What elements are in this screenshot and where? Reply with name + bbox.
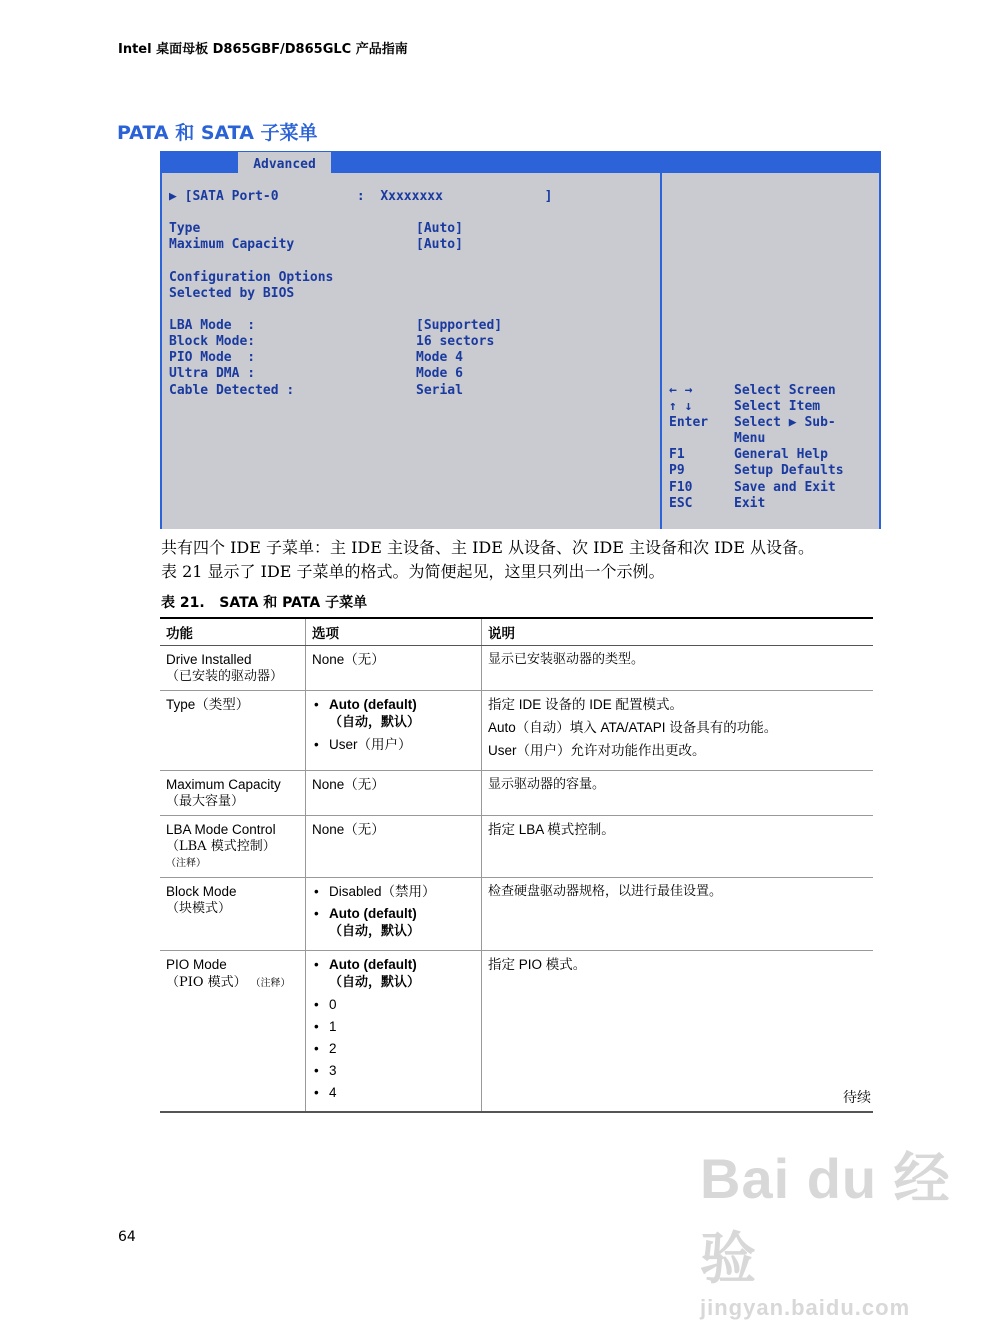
row-options bbox=[306, 691, 482, 771]
continued-label: 待续 bbox=[843, 1090, 871, 1106]
row-function bbox=[160, 771, 306, 816]
option-text: Auto (default) bbox=[329, 957, 417, 972]
help-key-f1: F1 bbox=[669, 447, 685, 462]
row-options bbox=[306, 816, 482, 878]
paragraph-2: 表 21 显示了 IDE 子菜单的格式。为简便起见，这里只列出一个示例。 bbox=[161, 562, 665, 581]
option-item bbox=[312, 956, 475, 991]
row-description bbox=[482, 878, 874, 951]
watermark bbox=[700, 1135, 989, 1321]
table-header-row bbox=[160, 618, 873, 646]
row-function bbox=[160, 691, 306, 771]
bios-value-cable: Serial bbox=[416, 383, 463, 398]
help-desc-select-item: Select Item bbox=[734, 399, 821, 414]
function-name: Maximum Capacity bbox=[166, 777, 281, 792]
function-name-cn: （已安装的驱动器） bbox=[166, 669, 284, 684]
option-text: Disabled（禁用） bbox=[329, 884, 436, 899]
bios-value-pio: Mode 4 bbox=[416, 350, 463, 365]
option-text-cn: （自动，默认） bbox=[329, 975, 421, 990]
function-name-cn: （LBA 模式控制） bbox=[166, 839, 276, 854]
help-desc-select-screen: Select Screen bbox=[734, 383, 836, 398]
bios-label-type[interactable]: Type bbox=[169, 221, 201, 236]
page-header: Intel 桌面母板 D865GBF/D865GLC 产品指南 bbox=[118, 42, 408, 57]
row-options bbox=[306, 878, 482, 951]
bios-label-max-capacity[interactable]: Maximum Capacity bbox=[169, 237, 295, 252]
help-desc-select-submenu: Select ▶ Sub- bbox=[734, 415, 836, 430]
bios-label-pio: PIO Mode : bbox=[169, 350, 256, 365]
description-text: 显示驱动器的容量。 bbox=[488, 777, 606, 792]
paragraph-1: 共有四个 IDE 子菜单：主 IDE 主设备、主 IDE 从设备、次 IDE 主设备和次 IDE 从设备。 bbox=[161, 538, 815, 557]
row-options bbox=[306, 951, 482, 1113]
function-name-cn: （最大容量） bbox=[166, 794, 245, 809]
bios-border-right bbox=[879, 151, 881, 529]
option-item bbox=[312, 1040, 475, 1057]
tab-advanced[interactable]: Advanced bbox=[238, 152, 331, 173]
section-title: PATA 和 SATA 子菜单 bbox=[117, 122, 318, 144]
option-text: Auto (default) bbox=[329, 697, 417, 712]
help-desc-setup-defaults: Setup Defaults bbox=[734, 463, 844, 478]
bios-label-cable: Cable Detected : bbox=[169, 383, 295, 398]
bios-config-line1: Configuration Options bbox=[169, 270, 334, 285]
bios-divider bbox=[660, 173, 662, 529]
option-text: 0 bbox=[329, 997, 337, 1012]
row-description bbox=[482, 646, 874, 691]
description-text: Auto（自动）填入 ATA/ATAPI 设备具有的功能。 bbox=[488, 720, 778, 735]
option-text: 3 bbox=[329, 1063, 337, 1078]
help-key-p9: P9 bbox=[669, 463, 685, 478]
row-description bbox=[482, 691, 874, 771]
bios-config-line2: Selected by BIOS bbox=[169, 286, 295, 301]
option-text: 1 bbox=[329, 1019, 337, 1034]
header-description: 说明 bbox=[482, 618, 874, 646]
option-item bbox=[312, 1084, 475, 1101]
option-text: None（无） bbox=[312, 652, 385, 667]
row-description bbox=[482, 816, 874, 878]
function-name: LBA Mode Control bbox=[166, 822, 276, 837]
option-text-cn: （自动，默认） bbox=[329, 715, 421, 730]
bios-value-udma: Mode 6 bbox=[416, 366, 463, 381]
description-text: 检查硬盘驱动器规格，以进行最佳设置。 bbox=[488, 884, 723, 899]
option-item bbox=[312, 696, 475, 731]
description-text: 显示已安装驱动器的类型。 bbox=[488, 652, 645, 667]
watermark-logo: Bai du 经验 bbox=[700, 1147, 951, 1290]
function-name: Block Mode bbox=[166, 884, 237, 899]
help-key-enter: Enter bbox=[669, 415, 709, 430]
watermark-url: jingyan.baidu.com bbox=[700, 1295, 911, 1320]
option-item bbox=[312, 1018, 475, 1035]
table-row bbox=[160, 951, 873, 1113]
option-text: None（无） bbox=[312, 777, 385, 792]
page-number: 64 bbox=[118, 1229, 136, 1245]
function-name: Type（类型） bbox=[166, 697, 250, 712]
footnote-mark: （注释） bbox=[166, 858, 206, 869]
option-item bbox=[312, 883, 475, 900]
row-function bbox=[160, 646, 306, 691]
description-text: 指定 IDE 设备的 IDE 配置模式。 bbox=[488, 697, 684, 712]
description-text: User（用户）允许对功能作出更改。 bbox=[488, 743, 706, 758]
table-row bbox=[160, 878, 873, 951]
bios-value-max-capacity[interactable]: [Auto] bbox=[416, 237, 463, 252]
help-key-arrows-lr: ← → bbox=[669, 383, 693, 398]
option-item bbox=[312, 1062, 475, 1079]
help-desc-save-exit: Save and Exit bbox=[734, 480, 836, 495]
row-function bbox=[160, 951, 306, 1113]
help-key-f10: F10 bbox=[669, 480, 693, 495]
function-name: Drive Installed bbox=[166, 652, 252, 667]
bios-value-type[interactable]: [Auto] bbox=[416, 221, 463, 236]
row-function bbox=[160, 816, 306, 878]
row-description bbox=[482, 771, 874, 816]
help-desc-general-help: General Help bbox=[734, 447, 828, 462]
option-text: 2 bbox=[329, 1041, 337, 1056]
table-row bbox=[160, 816, 873, 878]
bios-value-lba: [Supported] bbox=[416, 318, 503, 333]
option-item bbox=[312, 996, 475, 1013]
row-options bbox=[306, 646, 482, 691]
function-name: PIO Mode bbox=[166, 957, 227, 972]
function-name-cn: （PIO 模式） bbox=[166, 975, 247, 990]
help-key-arrows-ud: ↑ ↓ bbox=[669, 399, 693, 414]
description-text: 指定 LBA 模式控制。 bbox=[488, 822, 615, 837]
submenu-table bbox=[160, 617, 873, 1113]
table-title: 表 21. SATA 和 PATA 子菜单 bbox=[161, 595, 368, 611]
row-function bbox=[160, 878, 306, 951]
option-item bbox=[312, 736, 475, 753]
table-row bbox=[160, 691, 873, 771]
bios-label-udma: Ultra DMA : bbox=[169, 366, 256, 381]
table-row bbox=[160, 771, 873, 816]
bios-label-lba: LBA Mode : bbox=[169, 318, 256, 333]
bios-value-block: 16 sectors bbox=[416, 334, 495, 349]
option-text: Auto (default) bbox=[329, 906, 417, 921]
function-name-cn: （块模式） bbox=[166, 901, 232, 916]
header-function: 功能 bbox=[160, 618, 306, 646]
option-text: User（用户） bbox=[329, 737, 412, 752]
option-item bbox=[312, 905, 475, 940]
bios-border-left bbox=[160, 151, 162, 529]
bios-label-block: Block Mode: bbox=[169, 334, 256, 349]
option-text-cn: （自动，默认） bbox=[329, 924, 421, 939]
row-description bbox=[482, 951, 874, 1113]
row-options bbox=[306, 771, 482, 816]
help-desc-menu: Menu bbox=[734, 431, 766, 446]
option-text: None（无） bbox=[312, 822, 385, 837]
help-desc-exit: Exit bbox=[734, 496, 766, 511]
bios-port-line[interactable]: ▶ [SATA Port-0 : Xxxxxxxx ] bbox=[169, 189, 553, 204]
header-options: 选项 bbox=[306, 618, 482, 646]
option-text: 4 bbox=[329, 1085, 337, 1100]
help-key-esc: ESC bbox=[669, 496, 693, 511]
table-row bbox=[160, 646, 873, 691]
footnote-mark: （注释） bbox=[250, 978, 291, 989]
description-text: 指定 PIO 模式。 bbox=[488, 957, 587, 972]
